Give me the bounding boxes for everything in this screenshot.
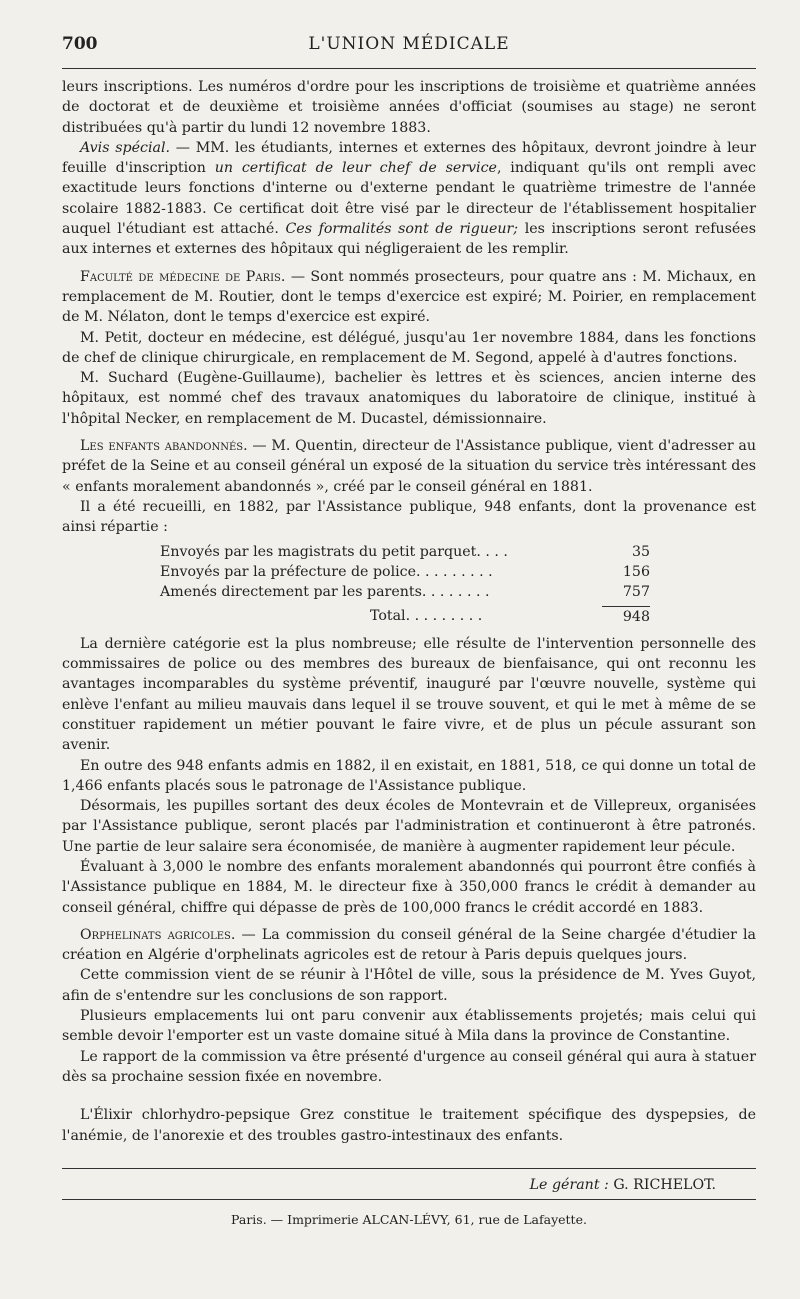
avis-italic-certificat: un certificat de leur chef de service (214, 160, 497, 177)
signature (62, 1177, 716, 1193)
avis-italic-rigueur: Ces formalités sont de rigueur; (285, 221, 519, 238)
table-total-value: 948 (602, 606, 650, 627)
paragraph-evaluant: Évaluant à 3,000 le nombre des enfants moralement abandonnés qui pourront être confiés à l'Assistance publique en 1884, M. le directeur fixe à 350,000 francs le crédit à demander au conseil général, chiffre qui dépasse de près de 100,000 francs le crédit accordé en 1883. (62, 858, 756, 916)
paragraph-elixir-advert: L'Élixir chlorhydro-pepsique Grez constitue le traitement spécifique des dyspepsies, de l'anémie, de l'anorexie et des troubles gastro-intestinaux des enfants. (62, 1107, 756, 1144)
avis-text-c: les inscriptions seront refusées aux internes et externes des hôpitaux qui négligeraient de les remplir. (62, 221, 756, 258)
enfants-text: — M. Quentin, directeur de l'Assistance publique, vient d'adresser au préfet de la Seine et au conseil général un exposé de la situation du service très intéressant des « enfants moralement abandonnés », créé par le conseil général en 1881. (62, 438, 756, 495)
paragraph-petit: M. Petit, docteur en médecine, est délégué, jusqu'au 1er novembre 1884, dans les fonctions de chef de clinique chirurgicale, en remplacement de M. Segond, appelé à d'autres fonctions. (62, 329, 756, 366)
table-row (160, 542, 650, 562)
table-row-label: Envoyés par les magistrats du petit parquet. . . . (160, 543, 508, 560)
paragraph-inscriptions: leurs inscriptions. Les numéros d'ordre pour les inscriptions de troisième et quatrième années de doctorat et de deuxième et troisième années d'officiat (soumises au stage) ne seront distribuées qu'à partir du lundi 12 novembre 1883. (62, 79, 756, 136)
paragraph-enfants-abandonnes (62, 436, 756, 497)
avis-text-b: , indiquant qu'ils ont rempli avec exactitude leurs fonctions d'interne ou d'externe pendant le quatrième trimestre de l'année scolaire 1882-1883. Ce certificat doit être visé par le directeur de l'établissement hospitalier auquel l'étudiant est attaché. (62, 160, 756, 238)
table-row (160, 582, 650, 602)
section-heading-orphelinats: Orphelinats agricoles. (80, 926, 236, 943)
table-total-label: Total. . . . . . . . . (370, 608, 483, 625)
paragraph-suchard: M. Suchard (Eugène-Guillaume), bachelier ès lettres et ès sciences, ancien interne des hôpitaux, est nommé chef des travaux anatomiques du laboratoire de clinique, institué à l'hôpital Necker, en remplacement de M. Ducastel, démissionnaire. (62, 370, 756, 427)
faculte-text: — Sont nommés prosecteurs, pour quatre ans : M. Michaux, en remplacement de M. Routier, dont le temps d'exercice est expiré; M. Poirier, en remplacement de M. Nélaton, dont le temps d'exercice est expiré. (62, 268, 757, 326)
signature-label: Le gérant : (529, 1176, 609, 1193)
table-row-value: 35 (631, 543, 650, 560)
section-heading-enfants: Les enfants abandonnés. (80, 438, 248, 455)
paragraph-en-outre: En outre des 948 enfants admis en 1882, il en existait, en 1881, 518, ce qui donne un total de 1,466 enfants placés sous le patronage de l'Assistance publique. (62, 757, 756, 794)
paragraph-derniere-categorie: La dernière catégorie est la plus nombreuse; elle résulte de l'intervention personnelle des commissaires de police ou des membres des bureaux de bienfaisance, qui ont reconnu les avantages incomparables du système préventif, inauguré par l'œuvre nouvelle, système qui enlève l'enfant au milieu mauvais dans lequel il se trouve souvent, et qui le met à même de se constituer rapidement un métier pouvant le faire vivre, et de plus un pécule assurant son avenir. (62, 635, 756, 754)
running-title: L'UNION MÉDICALE (308, 34, 510, 54)
imprint-divider (62, 1199, 756, 1200)
paragraph-desormais: Désormais, les pupilles sortant des deux écoles de Montevrain et de Villepreux, organisées par l'Assistance publique, seront placés par l'administration et continueront à être patronés. Une partie de leur salaire sera économisée, de manière à augmenter rapidement leur pécule. (62, 798, 756, 855)
table-row-value: 156 (622, 563, 650, 580)
table-row-value: 757 (622, 584, 650, 601)
table-total-row (160, 606, 650, 627)
table-row-label: Amenés directement par les parents. . . . . . . . (160, 584, 490, 601)
paragraph-recueillis: Il a été recueilli, en 1882, par l'Assistance publique, 948 enfants, dont la provenance est ainsi répartie : (62, 498, 756, 536)
paragraph-avis-special (62, 138, 756, 260)
table-row (160, 562, 650, 582)
paragraph-orphelinats (62, 925, 756, 966)
printer-imprint: Paris. — Imprimerie ALCAN-LÉVY, 61, rue de Lafayette. (231, 1211, 587, 1227)
avis-label: Avis spécial. (80, 139, 171, 156)
orphelinats-text: — La commission du conseil général de la Seine chargée d'étudier la création en Algérie d'orphelinats agricoles est de retour à Paris depuis quelques jours. (62, 926, 756, 964)
page-header (62, 28, 756, 69)
table-row-label: Envoyés par la préfecture de police. . . . . . . . . (160, 563, 493, 580)
paragraph-rapport: Le rapport de la commission va être présenté d'urgence au conseil général qui aura à statuer dès sa prochaine session fixée en novembre. (62, 1048, 756, 1085)
paragraph-faculte (62, 267, 756, 328)
paragraph-emplacements: Plusieurs emplacements lui ont paru convenir aux établissements projetés; mais celui qui semble devoir l'emporter est un vaste domaine situé à Mila dans la province de Constantine. (62, 1008, 756, 1045)
signature-name: G. RICHELOT. (608, 1176, 716, 1193)
page-number: 700 (62, 34, 98, 54)
provenance-table (160, 542, 650, 628)
avis-text-a: — MM. les étudiants, internes et externes des hôpitaux, devront joindre à leur feuille d'inscription (62, 139, 756, 177)
article-body (62, 77, 756, 1146)
section-heading-faculte: Faculté de médecine de Paris. (80, 268, 286, 285)
paragraph-commission: Cette commission vient de se réunir à l'Hôtel de ville, sous la présidence de M. Yves Guyot, afin de s'entendre sur les conclusions de son rapport. (62, 967, 756, 1004)
footer-divider (62, 1168, 756, 1169)
